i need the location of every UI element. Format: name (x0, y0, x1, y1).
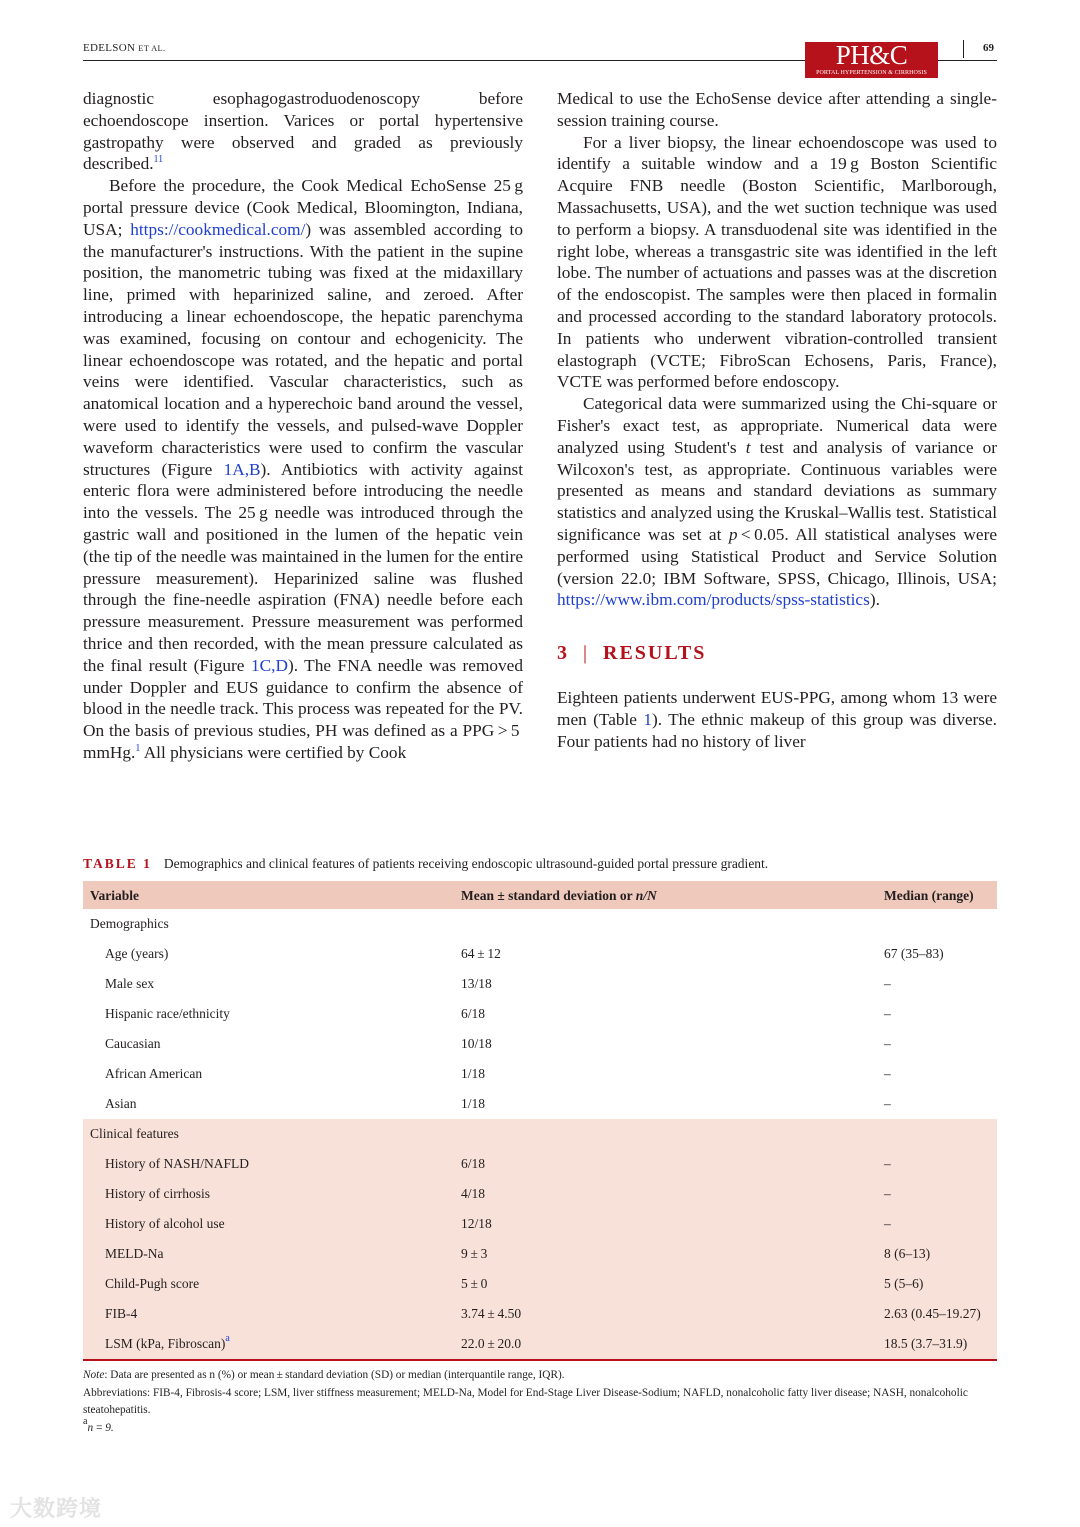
cell-median: 2.63 (0.45–19.27) (884, 1306, 981, 1321)
text-run: diagnostic esophagogastroduodenoscopy before echoendoscope insertion. Varices or portal hypertensive gastropathy were observed and graded as previously described. (83, 89, 523, 174)
footnote-mark: a (83, 1415, 88, 1427)
table-row (83, 1179, 997, 1209)
cell-variable: FIB-4 (105, 1306, 138, 1321)
cell-mean: 6/18 (461, 1006, 486, 1021)
table-label: TABLE 1 (83, 856, 152, 871)
table-row (83, 1149, 997, 1179)
cell-mean: 64 ± 12 (461, 946, 501, 961)
paragraph (557, 88, 997, 132)
cell-median: – (884, 1186, 891, 1201)
journal-logo (805, 42, 938, 78)
text-run: All physicians were certified by Cook (140, 742, 407, 762)
text-run: ). The FNA needle was removed under Doppler and EUS guidance to confirm the absence of blood in the needle track. This process was repeated for the PV. On the basis of previous studies, PH was defined as a PPG > 5 mmHg. (83, 655, 523, 762)
table-row (83, 1059, 997, 1089)
section-title: Demographics (90, 916, 169, 931)
section-separator: | (583, 642, 590, 665)
text-run: ). (869, 590, 880, 610)
cell-mean: 5 ± 0 (461, 1276, 488, 1291)
inline-link[interactable]: 1C,D (250, 655, 288, 675)
cell-mean: 6/18 (461, 1156, 486, 1171)
cell-mean: 4/18 (461, 1186, 486, 1201)
cell-mean: 12/18 (461, 1216, 492, 1231)
paragraph (557, 132, 997, 394)
text-run: Before the procedure, the Cook Medical EchoSense 25 g portal pressure device (Cook Medical, Bloomington, Indiana, USA; (83, 176, 523, 239)
cell-mean: 22.0 ± 20.0 (461, 1336, 522, 1351)
cell-variable: History of NASH/NAFLD (105, 1156, 250, 1171)
cell-variable: Male sex (105, 976, 155, 991)
table-notes (83, 1367, 997, 1437)
paragraph (557, 393, 997, 611)
page-number: 69 (983, 42, 994, 54)
table-row (83, 1239, 997, 1269)
cell-variable: African American (105, 1066, 203, 1081)
running-head-author: EDELSON (83, 42, 136, 54)
text-run: ) was assembled according to the manufacturer's instructions. With the patient in the supine position, the manometric tubing was fixed at the midaxillary line, primed with heparinized saline, and zeroed. After introducing a linear echoendoscope, the hepatic parenchyma was examined, focusing on contour and echogenicity. The linear echoendoscope was rotated, and the hepatic and portal veins were identified. Vascular characteristics, such as anatomical location and a hyperechoic band around the vessel, were used to identify the vessels, and pulsed-wave Doppler waveform characteristics were used to confirm the vascular structures (Figure (83, 219, 524, 479)
table-abbreviations: Abbreviations: FIB-4, Fibrosis-4 score; LSM, liver stiffness measurement; MELD-Na, Model for End-Stage Liver Disease-Sodium; NAFLD, nonalcoholic fatty liver disease; NASH, nonalcoholic steatohepatitis. (83, 1386, 968, 1416)
text-run: For a liver biopsy, the linear echoendoscope was used to identify a suitable window and a 19 g Boston Scientific Acquire FNB needle (Boston Scientific, Marlborough, Massachusetts, USA), and the wet suction technique was used to perform a biopsy. A transduodenal site was identified in the right lobe, whereas a transgastric site was identified in the left lobe. The number of actuations and passes was at the discretion of the endoscopist. The samples were then placed in formalin and processed according to the standard laboratory protocols. In patients who underwent vibration-controlled transient elastograph (VCTE; FibroScan Echosens, Paris, France), VCTE was performed before endoscopy. (557, 132, 997, 392)
table-row (83, 1299, 997, 1329)
table-row (83, 1029, 997, 1059)
table-bottom-rule (83, 1359, 997, 1361)
table-footnote (83, 1415, 997, 1438)
cell-mean: 13/18 (461, 976, 492, 991)
table-caption-text: Demographics and clinical features of patients receiving endoscopic ultrasound-guided portal pressure gradient. (163, 856, 769, 871)
right-column (557, 88, 997, 752)
note-label: Note (83, 1369, 105, 1381)
table-row (83, 969, 997, 999)
cell-median: – (884, 1096, 891, 1111)
header-variable: Variable (90, 887, 140, 903)
cell-variable: Hispanic race/ethnicity (105, 1006, 230, 1021)
cell-median: – (884, 1036, 891, 1051)
section-title: Clinical features (90, 1126, 179, 1141)
left-column (83, 88, 523, 764)
text-run: Eighteen patients underwent EUS-PPG, among whom 13 were men (Table (557, 687, 997, 729)
watermark: 大数跨境 (10, 1497, 103, 1522)
running-head (83, 42, 165, 54)
note-text: : Data are presented as n (%) or mean ± standard deviation (SD) or median (interquantile range, IQR). (104, 1369, 565, 1381)
header-mean: Mean ± standard deviation or n/N (461, 887, 657, 903)
demographics-table (83, 881, 997, 1361)
cell-mean: 9 ± 3 (461, 1246, 488, 1261)
table-note (83, 1367, 997, 1385)
cell-median: – (884, 1216, 891, 1231)
citation-link[interactable]: 11 (153, 154, 164, 166)
cell-mean: 10/18 (461, 1036, 492, 1051)
cell-median: 8 (6–13) (884, 1246, 931, 1261)
inline-link[interactable]: https://cookmedical.com/ (130, 219, 306, 239)
section-heading-results (557, 643, 997, 665)
cell-variable: History of cirrhosis (105, 1186, 210, 1201)
table-section (83, 1119, 997, 1359)
table-header-row (83, 881, 997, 909)
table-row (83, 1329, 997, 1359)
cell-variable: Asian (105, 1096, 137, 1111)
cell-median: – (884, 1066, 891, 1081)
cell-variable: Caucasian (105, 1036, 161, 1051)
cell-median: 67 (35–83) (884, 946, 944, 961)
text-run: Categorical data were summarized using the Chi-square or Fisher's exact test, as appropriate. Numerical data were analyzed using Student's (557, 394, 997, 457)
text-run: ). Antibiotics with activity against enteric flora were administered before introducing the needle into the vessels. The 25 g needle was introduced through the gastric wall and positioned in the lumen of the hepatic vein (the tip of the needle was maintained in the lumen for the entire pressure measurement). Heparinized saline was flushed through the fine-needle aspiration (FNA) needle before each pressure measurement. Pressure measurement was performed thrice and then recorded, with the mean pressure calculated as the final result (Figure (83, 459, 523, 675)
paragraph (83, 88, 523, 175)
citation-link[interactable]: 1 (135, 742, 141, 754)
cell-median: 5 (5–6) (884, 1276, 924, 1291)
running-head-etal: ET AL. (138, 43, 166, 53)
cell-mean: 3.74 ± 4.50 (461, 1306, 522, 1321)
cell-variable: MELD-Na (105, 1246, 164, 1261)
table-row (83, 1089, 997, 1119)
paragraph (83, 175, 523, 764)
text-run: Medical to use the EchoSense device after attending a single-session training course. (557, 89, 997, 130)
logo-main: PH&C (835, 40, 908, 70)
cell-median: – (884, 976, 891, 991)
inline-link[interactable]: 1A,B (223, 459, 261, 479)
italic-text: n/N (635, 887, 657, 903)
cell-variable: Child-Pugh score (105, 1276, 200, 1291)
section-title: RESULTS (603, 642, 707, 665)
table-row (83, 999, 997, 1029)
text-run: test and analysis of variance or Wilcoxon's test, as appropriate. Continuous variables were presented as means and standard deviations as summary statistics and analyzed using the Kruskal–Wallis test. Statistical significance was set at (557, 437, 997, 544)
header-median: Median (range) (884, 887, 974, 903)
cell-variable: History of alcohol use (105, 1216, 225, 1231)
section-row (83, 909, 997, 939)
footnote-link[interactable]: a (225, 1333, 230, 1344)
text-run: ). The ethnic makeup of this group was diverse. Four patients had no history of liver (557, 709, 998, 751)
cell-median: 18.5 (3.7–31.9) (884, 1336, 968, 1351)
header-separator (963, 40, 964, 58)
table-row (83, 1209, 997, 1239)
cell-median: – (884, 1156, 891, 1171)
cell-mean: 1/18 (461, 1096, 486, 1111)
table-caption (83, 856, 768, 872)
footnote-text: n = 9. (87, 1421, 114, 1434)
inline-link[interactable]: https://​www.ibm.com/products/spss-statistics (557, 590, 870, 610)
results-paragraph (557, 687, 997, 752)
logo-sub: PORTAL HYPERTENSION & CIRRHOSIS (816, 70, 927, 76)
cell-variable: LSM (kPa, Fibroscan)$^a$ (105, 1333, 230, 1351)
section-row (83, 1119, 997, 1149)
italic-text: p (728, 524, 738, 544)
table-row (83, 939, 997, 969)
cell-mean: 1/18 (461, 1066, 486, 1081)
text-run: < 0.05. All statistical analyses were performed using Statistical Product and Service Solution (version 22.0; IBM Software, SPSS, Chicago, Illinois, USA; (557, 524, 998, 588)
table-section (83, 909, 997, 1119)
table-row (83, 1269, 997, 1299)
cell-variable: Age (years) (105, 946, 169, 961)
inline-link[interactable]: 1 (643, 709, 652, 729)
cell-median: – (884, 1006, 891, 1021)
section-number: 3 (557, 642, 569, 665)
italic-text: t (745, 437, 751, 457)
